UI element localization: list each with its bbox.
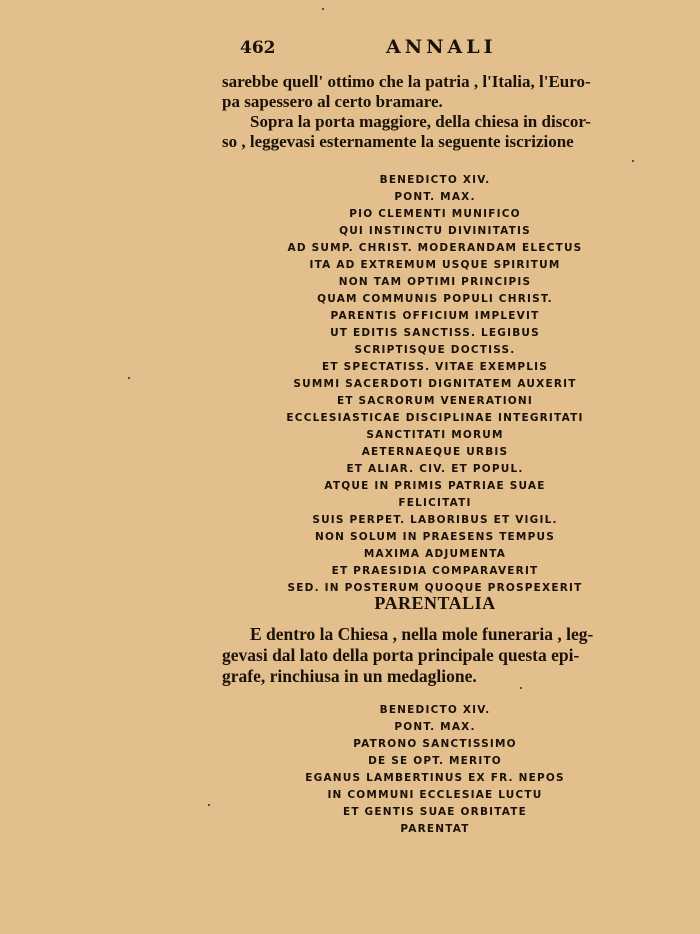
inscription-main bbox=[200, 172, 670, 597]
inscription-medallion bbox=[200, 702, 670, 838]
inscription-line: AETERNAEQUE URBIS bbox=[361, 446, 509, 458]
inscription-line: DE SE OPT. MERITO bbox=[368, 755, 502, 767]
paragraph-bottom bbox=[222, 624, 650, 687]
inscription-line: ATQUE IN PRIMIS PATRIAE SUAE bbox=[324, 480, 546, 492]
inscription-line: ECCLESIASTICAE DISCIPLINAE INTEGRITATI bbox=[286, 412, 584, 424]
paragraph-top bbox=[222, 72, 650, 152]
inscription-line: PIO CLEMENTI MUNIFICO bbox=[349, 208, 521, 220]
inscription-line: ET SACRORUM VENERATIONI bbox=[336, 395, 534, 407]
inscription-line: ET GENTIS SUAE ORBITATE bbox=[342, 806, 528, 818]
inscription-line: PONT. MAX. bbox=[394, 191, 476, 203]
paper-speck bbox=[128, 377, 130, 379]
prose-line: Sopra la porta maggiore, della chiesa in discor- bbox=[250, 112, 591, 131]
inscription-line: ET SPECTATISS. VITAE EXEMPLIS bbox=[321, 361, 549, 373]
paper-speck bbox=[520, 687, 522, 689]
prose-line: sarebbe quell' ottimo che la patria , l'Italia, l'Euro- bbox=[222, 72, 591, 91]
inscription-line: PARENTAT bbox=[400, 823, 470, 835]
inscription-line: NON TAM OPTIMI PRINCIPIS bbox=[338, 276, 532, 288]
inscription-line: PARENTIS OFFICIUM IMPLEVIT bbox=[330, 310, 540, 322]
prose-line: pa sapessero al certo bramare. bbox=[222, 92, 443, 111]
inscription-line: SED. IN POSTERUM QUOQUE PROSPEXERIT bbox=[287, 582, 583, 594]
inscription-line: ITA AD EXTREMUM USQUE SPIRITUM bbox=[309, 259, 561, 271]
inscription-line: UT EDITIS SANCTISS. LEGIBUS bbox=[330, 327, 540, 339]
paper-speck bbox=[208, 804, 210, 806]
inscription-line: FELICITATI bbox=[398, 497, 472, 509]
inscription-line: BENEDICTO XIV. bbox=[379, 704, 491, 716]
inscription-line: SANCTITATI MORUM bbox=[366, 429, 504, 441]
inscription-line: EGANUS LAMBERTINUS EX FR. NEPOS bbox=[305, 772, 565, 784]
prose-line: grafe, rinchiusa in un medaglione. bbox=[222, 666, 477, 686]
prose-line: gevasi dal lato della porta principale questa epi- bbox=[222, 645, 580, 665]
inscription-line: AD SUMP. CHRIST. MODERANDAM ELECTUS bbox=[287, 242, 583, 254]
inscription-line: SUIS PERPET. LABORIBUS ET VIGIL. bbox=[312, 514, 558, 526]
page-number: 462 bbox=[240, 38, 276, 58]
inscription-line: IN COMMUNI ECCLESIAE LUCTU bbox=[327, 789, 543, 801]
inscription-line: QUI INSTINCTU DIVINITATIS bbox=[339, 225, 531, 237]
inscription-line: ET PRAESIDIA COMPARAVERIT bbox=[331, 565, 539, 577]
prose-line: E dentro la Chiesa , nella mole funeraria , leg- bbox=[250, 624, 594, 644]
inscription-line: ET ALIAR. CIV. ET POPUL. bbox=[346, 463, 524, 475]
inscription-line: NON SOLUM IN PRAESENS TEMPUS bbox=[315, 531, 555, 543]
inscription-line: SCRIPTISQUE DOCTISS. bbox=[354, 344, 516, 356]
page-header bbox=[240, 38, 680, 62]
inscription-line: PATRONO SANCTISSIMO bbox=[353, 738, 517, 750]
inscription-line: QUAM COMMUNIS POPULI CHRIST. bbox=[317, 293, 553, 305]
inscription-line: SUMMI SACERDOTI DIGNITATEM AUXERIT bbox=[293, 378, 577, 390]
inscription-line: PONT. MAX. bbox=[394, 721, 476, 733]
inscription-line: MAXIMA ADJUMENTA bbox=[363, 548, 507, 560]
paper-speck bbox=[632, 160, 634, 162]
prose-line: so , leggevasi esternamente la seguente iscrizione bbox=[222, 132, 574, 151]
inscription-line: BENEDICTO XIV. bbox=[379, 174, 491, 186]
paper-speck bbox=[322, 8, 324, 10]
parentalia-heading: PARENTALIA bbox=[374, 593, 496, 613]
running-title: ANNALI bbox=[386, 36, 497, 58]
